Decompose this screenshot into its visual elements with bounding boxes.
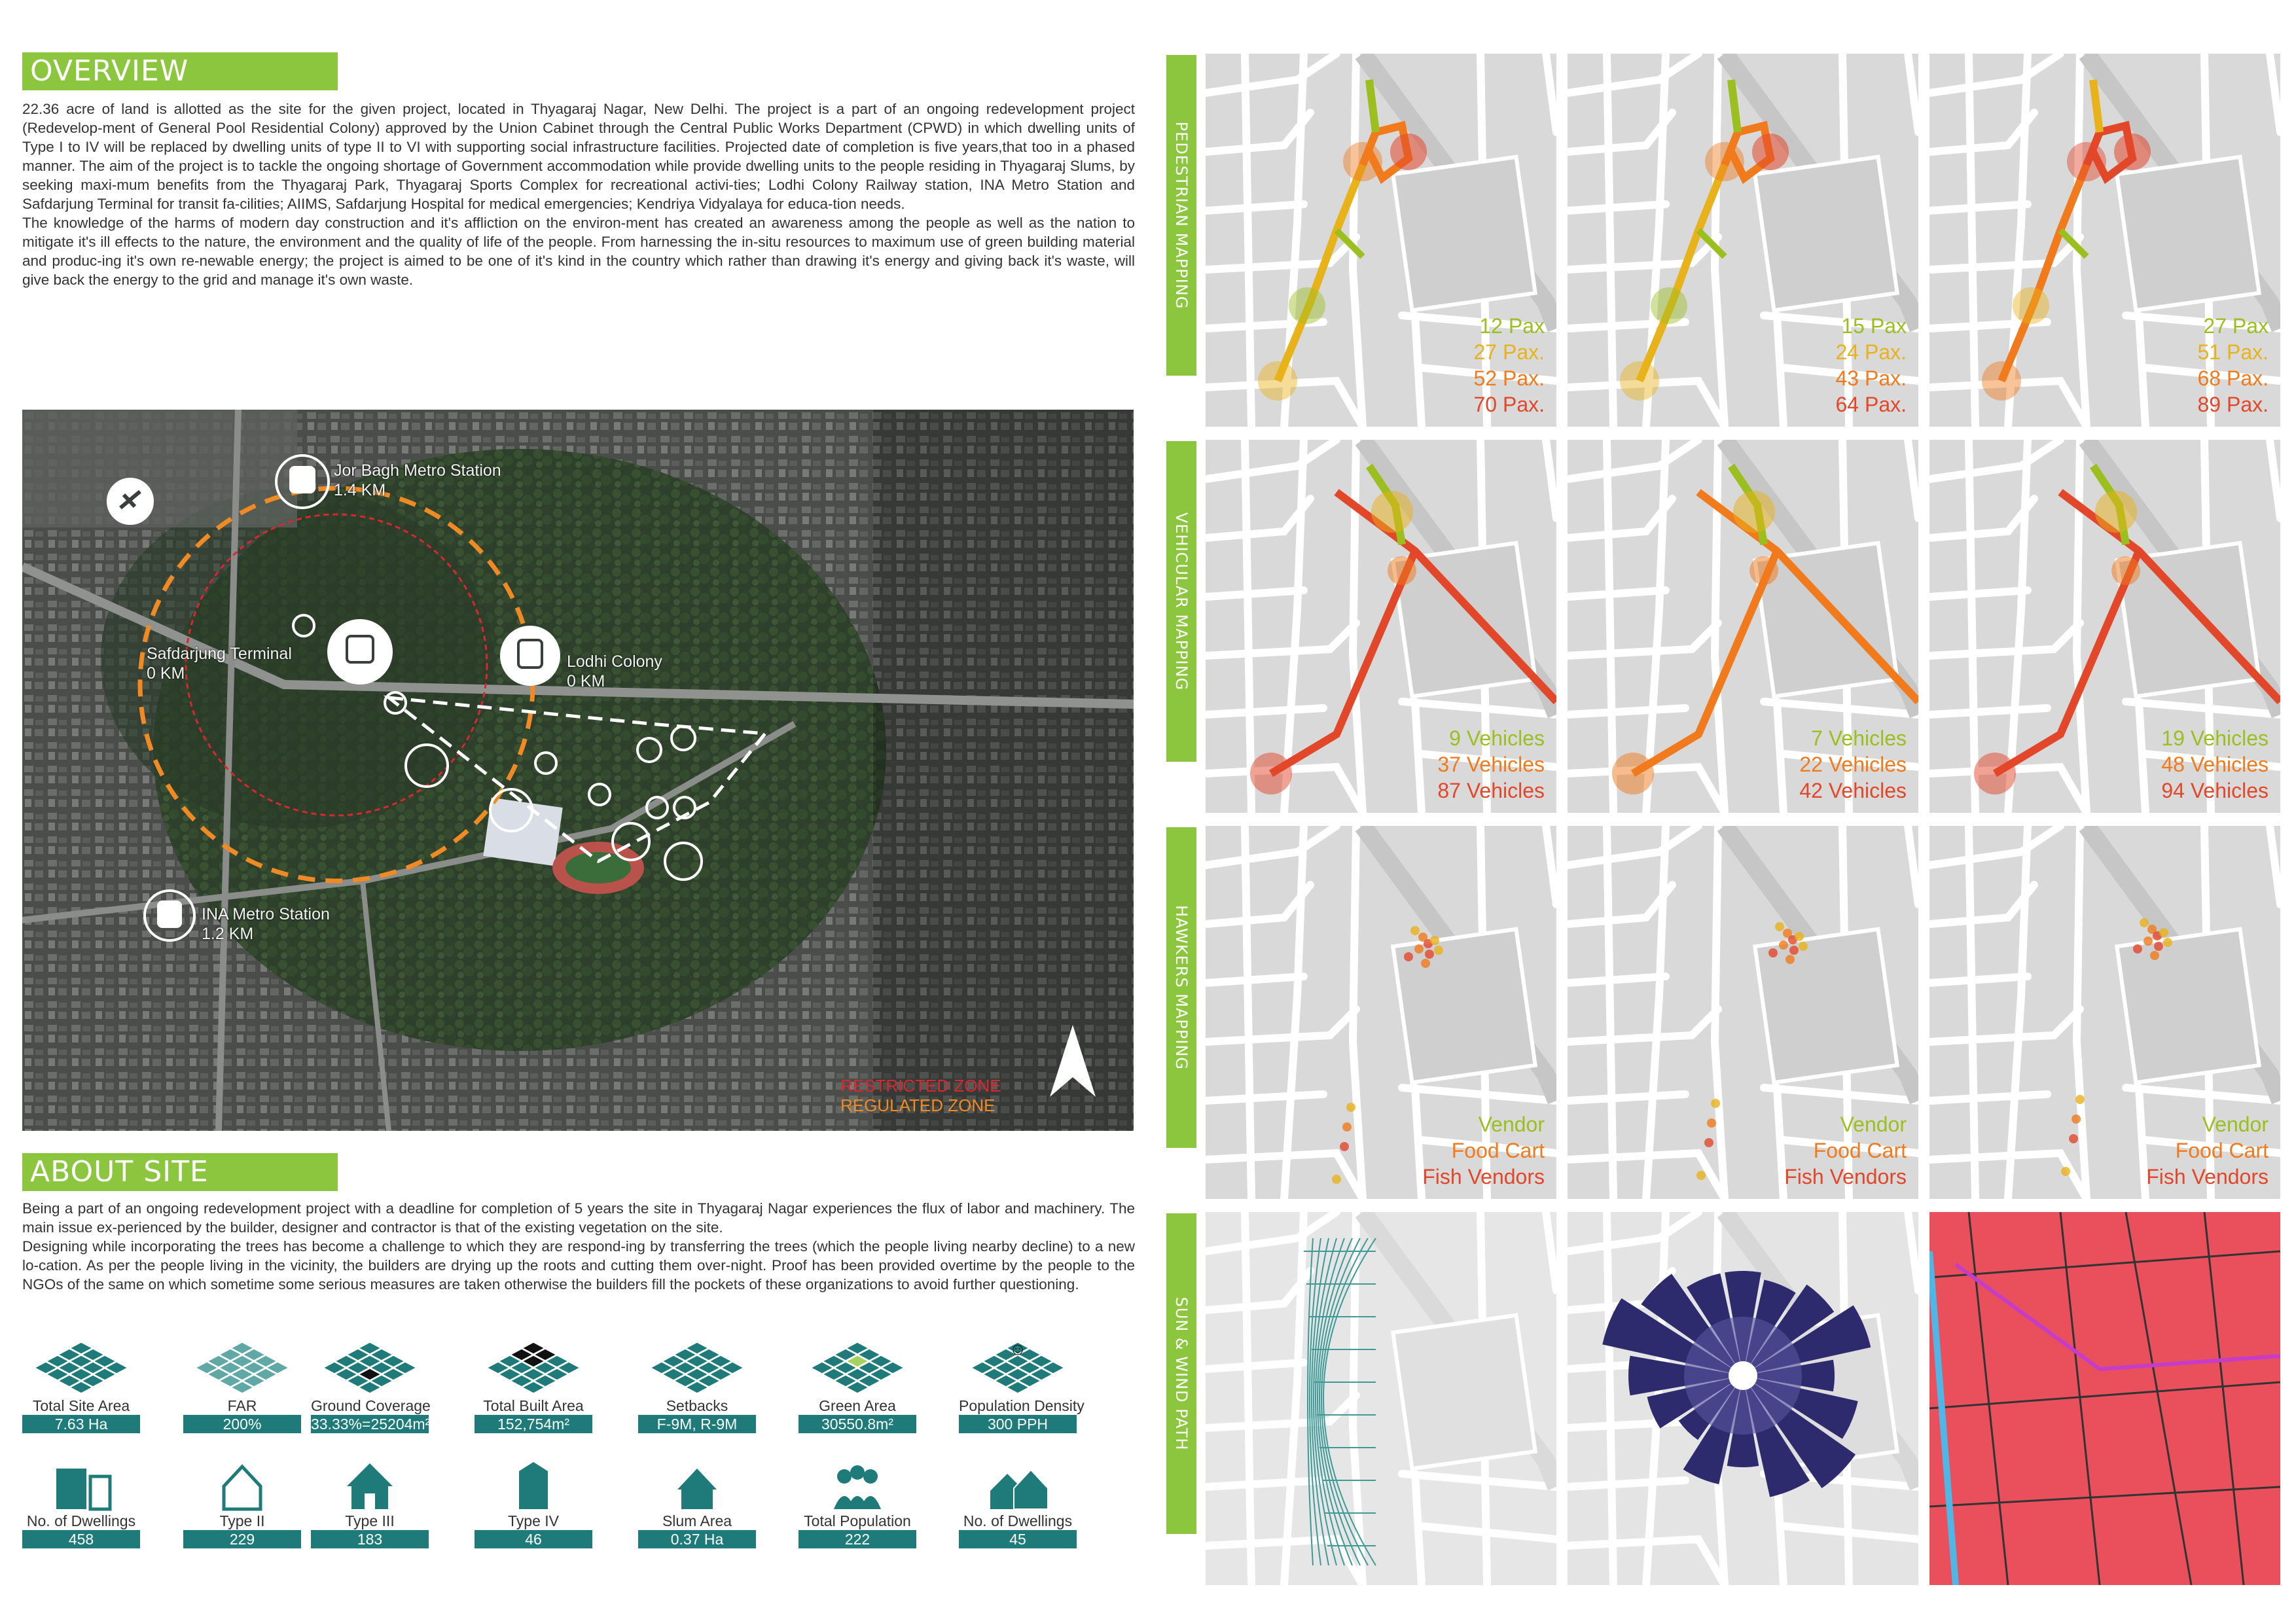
vendor-dot <box>1789 946 1799 955</box>
legend-entry: 68 Pax. <box>2197 366 2269 390</box>
stat-label: Type IV <box>508 1512 559 1529</box>
legend-entry: 64 Pax. <box>1835 393 1907 416</box>
legend-entry: 70 Pax. <box>1473 393 1545 416</box>
stat-grid <box>22 1335 140 1433</box>
stat-label: Type II <box>219 1512 265 1529</box>
vendor-dot <box>1707 1118 1716 1128</box>
vendor-dot <box>2075 1095 2085 1104</box>
stat-value: 229 <box>183 1530 301 1548</box>
grid-coverage-icon <box>311 1335 429 1397</box>
side-label-vehicular <box>1166 441 1196 762</box>
legend-entry: Fish Vendors <box>1422 1165 1545 1188</box>
stat-label: Total Built Area <box>483 1397 584 1414</box>
vendor-dot <box>1795 932 1804 941</box>
stacked-grid-icon <box>183 1335 301 1397</box>
node-circle <box>1250 753 1292 794</box>
legend-entry: 15 Pax <box>1841 314 1907 338</box>
overview-paragraph-2: The knowledge of the harms of modern day construction and it's affliction on the environ-ment has created an awareness among the people as well as the nation to mitigate it's ill effects to the nature, the environment and the quality of life of the people. From harnessing the in-situ resources to maximum use of green building material and produc-ing it's own re-newable energy; the project is aimed to be one of it's kind in the country which rather than drawing it's energy and giving back it's waste, will give back the energy to the grid and manage it's own waste. <box>22 215 1135 288</box>
zoning-map-panel <box>1929 1212 2280 1585</box>
node-circle <box>2013 287 2049 324</box>
green-grid-icon <box>798 1335 916 1397</box>
sports-complex-block <box>1755 157 1897 310</box>
node-circle <box>1258 361 1297 401</box>
legend-entry: 9 Vehicles <box>1449 726 1545 750</box>
dwellings-icon <box>22 1450 140 1512</box>
houses-icon <box>959 1450 1077 1512</box>
legend-entry: Vendor <box>1840 1113 1907 1136</box>
legend-entry: 24 Pax. <box>1835 340 1907 364</box>
vehicular-panel-3 <box>1929 440 2280 813</box>
node-circle <box>1752 134 1789 170</box>
vendor-dot <box>2069 1134 2078 1143</box>
pedestrian-panel-2 <box>1568 54 1918 427</box>
legend-entry: 37 Vehicles <box>1437 753 1545 776</box>
legend-entry: Vendor <box>2202 1113 2269 1136</box>
stat-value: 0.37 Ha <box>638 1530 756 1548</box>
node-circle <box>1612 753 1654 794</box>
pedestrian-panel-1 <box>1206 54 1556 427</box>
legend-entry: 43 Pax. <box>1835 366 1907 390</box>
legend-entry: Food Cart <box>2175 1139 2269 1162</box>
stat-population-grid <box>959 1335 1085 1433</box>
stat-built-area <box>475 1335 592 1433</box>
stat-houses <box>959 1450 1077 1548</box>
sports-complex-block <box>1393 157 1535 310</box>
zoning-map-background <box>1929 1212 2280 1585</box>
vendor-dot <box>1775 922 1784 931</box>
panel-legend <box>1784 1111 1907 1190</box>
legend-entry: Fish Vendors <box>1784 1165 1907 1188</box>
stat-label: Ground Coverage <box>311 1397 431 1414</box>
stat-value: 200% <box>183 1415 301 1433</box>
legend-entry: 7 Vehicles <box>1811 726 1907 750</box>
legend-entry: 42 Vehicles <box>1799 779 1907 802</box>
about-paragraph-2: Designing while incorporating the trees has become a challenge to which they are respond-ing by transferring the trees (which the people living nearby decline) to a new lo-cation. As per the people living in the vicinity, the builders are drying up the roots and cutting them over-night. Proof has been provided overtime by the people to the NGOs of the same on which sometime some serious measures are taken otherwise the builders fill the pockets of these organizations to avoid further questioning. <box>22 1238 1135 1293</box>
stat-setback-grid <box>638 1335 756 1433</box>
vendor-dot <box>2061 1167 2070 1176</box>
figure-glyph: ☺ <box>1009 1339 1027 1359</box>
stat-label: Setbacks <box>666 1397 728 1414</box>
vendor-dot <box>1434 946 1443 955</box>
legend-entry: Food Cart <box>1451 1139 1545 1162</box>
legend-entry: 19 Vehicles <box>2161 726 2269 750</box>
stat-apartment <box>475 1450 592 1548</box>
legend-entry: 12 Pax <box>1479 314 1545 338</box>
stat-hut <box>638 1450 756 1548</box>
wind-rose-panel-map <box>1568 1212 1918 1585</box>
about-text <box>22 1199 1135 1294</box>
node-circle <box>1289 287 1325 324</box>
stat-house <box>311 1450 429 1548</box>
node-circle <box>2067 142 2106 181</box>
side-label-text: VEHICULAR MAPPING <box>1172 512 1191 691</box>
stat-label: No. of Dwellings <box>963 1512 1073 1529</box>
stat-value: 152,754m² <box>475 1415 592 1433</box>
stat-people <box>798 1450 916 1548</box>
label-ina: INA Metro Station 1.2 KM <box>202 905 330 943</box>
site-map <box>22 410 1134 1131</box>
node-circle <box>1620 361 1659 401</box>
stat-label: FAR <box>227 1397 257 1414</box>
stat-value: 7.63 Ha <box>22 1415 140 1433</box>
legend-entry: 48 Vehicles <box>2161 753 2269 776</box>
vendor-dot <box>2133 944 2142 954</box>
side-label-text: PEDESTRIAN MAPPING <box>1172 121 1191 310</box>
legend-entry: Vendor <box>1478 1113 1545 1136</box>
side-label-hawkers <box>1166 827 1196 1148</box>
site-map-graphic <box>22 410 1134 1131</box>
stat-value: 222 <box>798 1530 916 1548</box>
stat-value: 33.33%=25204m² <box>311 1416 431 1433</box>
stat-label: No. of Dwellings <box>26 1512 136 1529</box>
hut-icon <box>638 1450 756 1512</box>
house-icon <box>311 1450 429 1512</box>
vendor-dot <box>1404 952 1413 961</box>
stat-value: F-9M, R-9M <box>638 1415 756 1433</box>
node-circle <box>1733 491 1775 533</box>
restricted-zone-label: RESTRICTED ZONE <box>840 1076 1001 1096</box>
vendor-dot <box>1414 944 1424 954</box>
stat-grid-coverage <box>311 1335 429 1433</box>
overview-text <box>22 99 1135 289</box>
side-label-text: SUN & WIND PATH <box>1172 1296 1191 1451</box>
vendor-dot <box>2140 918 2149 927</box>
stat-label: Type III <box>345 1512 395 1529</box>
legend-entry: 27 Pax. <box>1473 340 1545 364</box>
stat-value: 300 PPH <box>959 1415 1077 1433</box>
legend-entry: 52 Pax. <box>1473 366 1545 390</box>
panel-legend <box>1473 313 1545 418</box>
stat-value: 46 <box>475 1530 592 1548</box>
legend-entry: 89 Pax. <box>2197 393 2269 416</box>
stat-stacked-grid <box>183 1335 301 1433</box>
vehicular-panel-1 <box>1206 440 1556 813</box>
legend-entry: 51 Pax. <box>2197 340 2269 364</box>
about-paragraph-1: Being a part of an ongoing redevelopment project with a deadline for completion of 5 years the site in Thyagaraj Nagar experiences the flux of labor and machinery. The main issue ex-perienced by the builder, designer and contractor is that of the existing vegetation on the site. <box>22 1200 1135 1236</box>
hawkers-panel-2 <box>1568 826 1918 1199</box>
legend-entry: 22 Vehicles <box>1799 753 1907 776</box>
stat-green-grid <box>798 1335 916 1433</box>
sports-complex-block <box>2117 157 2259 310</box>
vendor-dot <box>2163 938 2172 947</box>
wind-rose-panel <box>1568 1212 1918 1585</box>
node-circle <box>2111 556 2140 585</box>
panel-legend <box>1437 725 1545 804</box>
vendor-dot <box>1768 948 1778 957</box>
side-label-pedestrian <box>1166 55 1196 376</box>
vendor-dot <box>2150 951 2159 960</box>
vehicular-panel-2 <box>1568 440 1918 813</box>
vendor-dot <box>2072 1115 2081 1124</box>
panel-legend <box>2161 725 2269 804</box>
node-circle <box>2095 491 2137 533</box>
vendor-dot <box>2159 928 2168 937</box>
node-circle <box>1371 491 1413 533</box>
stat-value: 45 <box>959 1530 1077 1548</box>
label-safdarjung: Safdarjung Terminal 0 KM <box>147 645 292 683</box>
pedestrian-panel-3 <box>1929 54 2280 427</box>
sports-complex-block <box>1393 929 1535 1082</box>
panel-legend <box>2197 313 2269 418</box>
vendor-dot <box>1779 940 1788 950</box>
zoning-map-panel-map <box>1929 1212 2280 1585</box>
side-label-sun-wind <box>1166 1213 1196 1534</box>
panel-legend <box>1422 1111 1545 1190</box>
panel-legend <box>2146 1111 2269 1190</box>
vendor-dot <box>2144 936 2153 946</box>
vendor-dot <box>1332 1175 1341 1184</box>
apartment-icon <box>475 1450 592 1512</box>
overview-title: OVERVIEW <box>22 52 338 90</box>
vendor-dot <box>1430 936 1439 945</box>
legend-entry: 27 Pax <box>2203 314 2269 338</box>
vendor-dot <box>1340 1142 1349 1151</box>
stat-label: Total Population <box>804 1512 911 1529</box>
people-icon <box>798 1450 916 1512</box>
vendor-dot <box>2154 942 2163 951</box>
stat-house-outline <box>183 1450 301 1548</box>
node-circle <box>2114 134 2151 170</box>
setback-grid-icon <box>638 1335 756 1397</box>
stat-label: Total Site Area <box>32 1397 130 1414</box>
hawkers-panel-3 <box>1929 826 2280 1199</box>
panel-legend <box>1835 313 1907 418</box>
sun-path-panel <box>1206 1212 1556 1585</box>
legend-entry: Fish Vendors <box>2146 1165 2269 1188</box>
node-circle <box>1705 142 1744 181</box>
built-area-icon <box>475 1335 592 1397</box>
node-circle <box>1982 361 2021 401</box>
stat-value: 30550.8m² <box>798 1415 916 1433</box>
vendor-dot <box>1425 950 1434 959</box>
grid-icon <box>22 1335 140 1397</box>
overview-paragraph-1: 22.36 acre of land is allotted as the site for the given project, located in Thyagaraj Nagar, New Delhi. The project is a part of an ongoing redevelopment project (Redevelop-ment of General Pool Residential Colony) approved by the Union Cabinet through the Central Public Works Department (CPWD) in which dwelling units of Type I to IV will be replaced by dwelling units of type II to VI with supporting social infrastructure facilities. Projected date of completion is five years,that too in a phased manner. The aim of the project is to tackle the ongoing shortage of Government accommodation while provide dwelling units to the people residing in Thyagaraj Slums, by seeking maxi-mum benefits from the Thyagaraj Park, Thyagaraj Sports Complex for recreational activi-ties; Lodhi Colony Railway station, INA Metro Station and Safdarjung Terminal for transit fa-cilities; AIIMS, Safdarjung Hospital for medical emergencies; Kendriya Vidyalaya for educa-tion needs. <box>22 101 1135 212</box>
vendor-dot <box>1704 1138 1713 1147</box>
vendor-dot <box>1410 926 1420 935</box>
label-jor-bagh: Jor Bagh Metro Station 1.4 KM <box>334 461 501 499</box>
population-grid-icon <box>959 1335 1077 1397</box>
about-title: ABOUT SITE <box>22 1153 338 1191</box>
side-label-text: HAWKERS MAPPING <box>1172 904 1191 1071</box>
legend-entry: 87 Vehicles <box>1437 779 1545 802</box>
panel-legend <box>1799 725 1907 804</box>
node-circle <box>1974 753 2016 794</box>
sun-path-panel-map <box>1206 1212 1556 1585</box>
label-lodhi: Lodhi Colony 0 KM <box>567 652 662 690</box>
legend-entry: Food Cart <box>1813 1139 1907 1162</box>
stat-label: Green Area <box>819 1397 896 1414</box>
vendor-dot <box>1346 1103 1355 1112</box>
node-circle <box>1388 556 1416 585</box>
vendor-dot <box>1785 955 1795 964</box>
node-circle <box>1651 287 1687 324</box>
regulated-zone-label: REGULATED ZONE <box>840 1096 996 1115</box>
stat-label: Population Density <box>959 1397 1085 1414</box>
vendor-dot <box>1711 1099 1720 1108</box>
vendor-dot <box>1421 959 1430 968</box>
legend-entry: 94 Vehicles <box>2161 779 2269 802</box>
node-circle <box>1343 142 1382 181</box>
vendor-dot <box>1799 942 1808 951</box>
stat-dwellings <box>22 1450 140 1548</box>
vendor-dot <box>1342 1122 1352 1132</box>
hawkers-panel-1 <box>1206 826 1556 1199</box>
node-circle <box>1749 556 1778 585</box>
vendor-dot <box>1696 1171 1706 1180</box>
house-outline-icon <box>183 1450 301 1512</box>
stat-label: Slum Area <box>662 1512 732 1529</box>
stat-value: 183 <box>311 1530 429 1548</box>
node-circle <box>1390 134 1427 170</box>
stat-value: 458 <box>22 1530 140 1548</box>
